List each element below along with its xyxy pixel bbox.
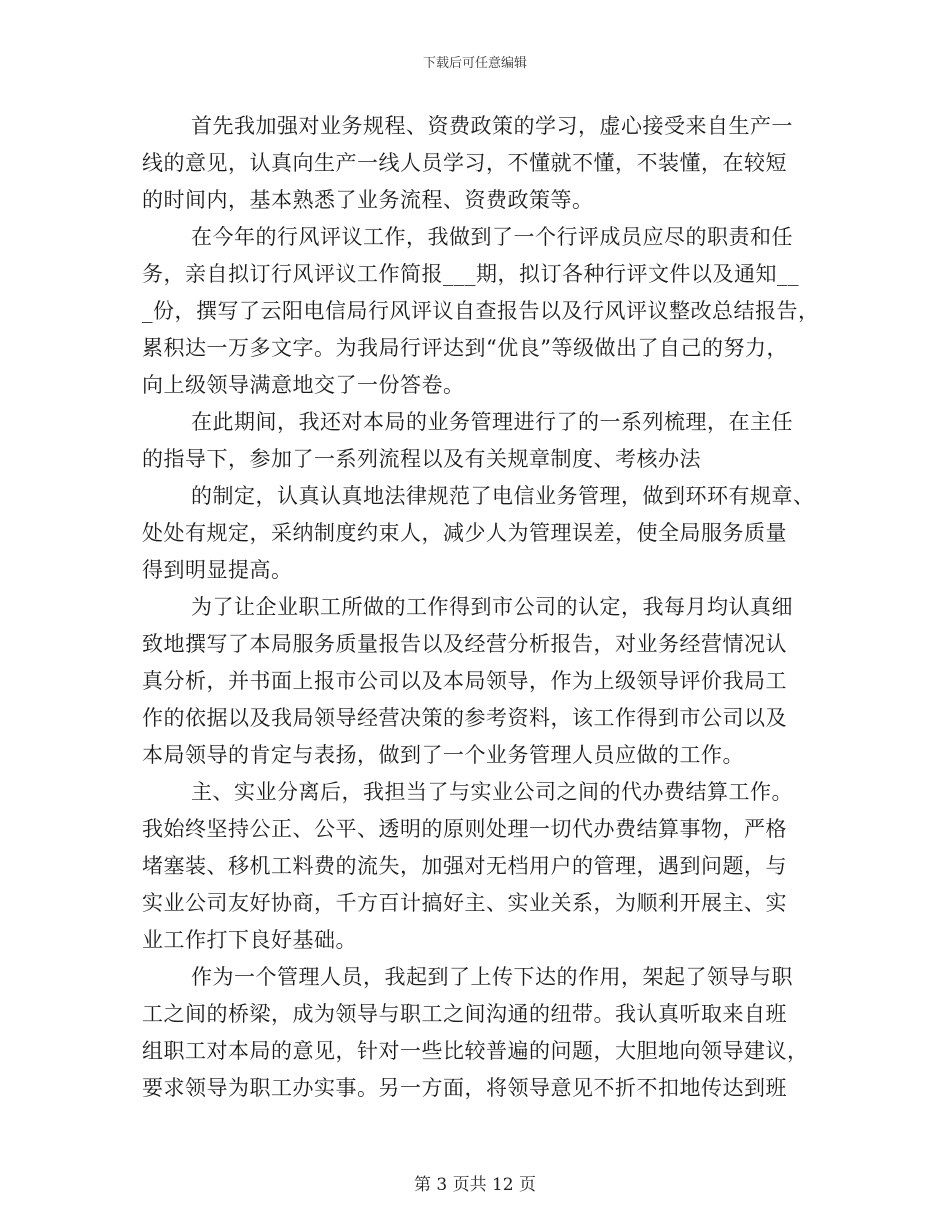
- body-line: 作为一个管理人员，我起到了上传下达的作用，架起了领导与职: [191, 965, 793, 989]
- body-line: 真分析，并书面上报市公司以及本局领导，作为上级领导评价我局工: [142, 669, 787, 693]
- body-line: 主、实业分离后，我担当了与实业公司之间的代办费结算工作。: [191, 780, 793, 804]
- body-line: 线的意见，认真向生产一线人员学习，不懂就不懂，不装懂，在较短: [142, 151, 787, 175]
- body-line: 要求领导为职工办实事。另一方面，将领导意见不折不扣地传达到班: [142, 1076, 787, 1100]
- body-line: 的时间内，基本熟悉了业务流程、资费政策等。: [142, 188, 594, 212]
- body-line: 我始终坚持公正、公平、透明的原则处理一切代办费结算事物，严格: [142, 817, 787, 841]
- body-line: 组职工对本局的意见，针对一些比较普遍的问题，大胆地向领导建议，: [142, 1039, 809, 1063]
- body-line: 务，亲自拟订行风评议工作简报___期，拟订各种行评文件以及通知__: [142, 262, 799, 286]
- body-line: 实业公司友好协商，千方百计搞好主、实业关系，为顺利开展主、实: [142, 891, 787, 915]
- body-line: 工之间的桥梁，成为领导与职工之间沟通的纽带。我认真听取来自班: [142, 1002, 787, 1026]
- body-line: 致地撰写了本局服务质量报告以及经营分析报告，对业务经营情况认: [142, 632, 787, 656]
- body-line: 业工作打下良好基础。: [142, 928, 357, 952]
- body-line: 累积达一万多文字。为我局行评达到“优良”等级做出了自己的努力，: [142, 336, 788, 360]
- body-line: 在今年的行风评议工作，我做到了一个行评成员应尽的职责和任: [191, 225, 793, 249]
- body-line: 向上级领导满意地交了一份答卷。: [142, 373, 465, 397]
- body-line: 作的依据以及我局领导经营决策的参考资料，该工作得到市公司以及: [142, 706, 787, 730]
- body-line: 的指导下，参加了一系列流程以及有关规章制度、考核办法: [142, 447, 701, 471]
- body-line: 首先我加强对业务规程、资费政策的学习，虚心接受来自生产一: [191, 114, 793, 138]
- body-line: 的制定，认真认真地法律规范了电信业务管理，做到环环有规章、: [191, 484, 815, 508]
- body-line: 堵塞装、移机工料费的流失，加强对无档用户的管理，遇到问题，与: [142, 854, 787, 878]
- body-line: _份，撰写了云阳电信局行风评议自查报告以及行风评议整改总结报告，: [142, 299, 820, 323]
- body-line: 本局领导的肯定与表扬，做到了一个业务管理人员应做的工作。: [142, 743, 744, 767]
- page-header: 下载后可任意编辑: [422, 56, 527, 71]
- page-number: 第 3 页共 12 页: [413, 1175, 537, 1195]
- body-line: 为了让企业职工所做的工作得到市公司的认定，我每月均认真细: [191, 595, 793, 619]
- body-line: 在此期间，我还对本局的业务管理进行了的一系列梳理，在主任: [191, 410, 793, 434]
- body-line: 得到明显提高。: [142, 558, 293, 582]
- body-line: 处处有规定，采纳制度约束人，减少人为管理误差，使全局服务质量: [142, 521, 787, 545]
